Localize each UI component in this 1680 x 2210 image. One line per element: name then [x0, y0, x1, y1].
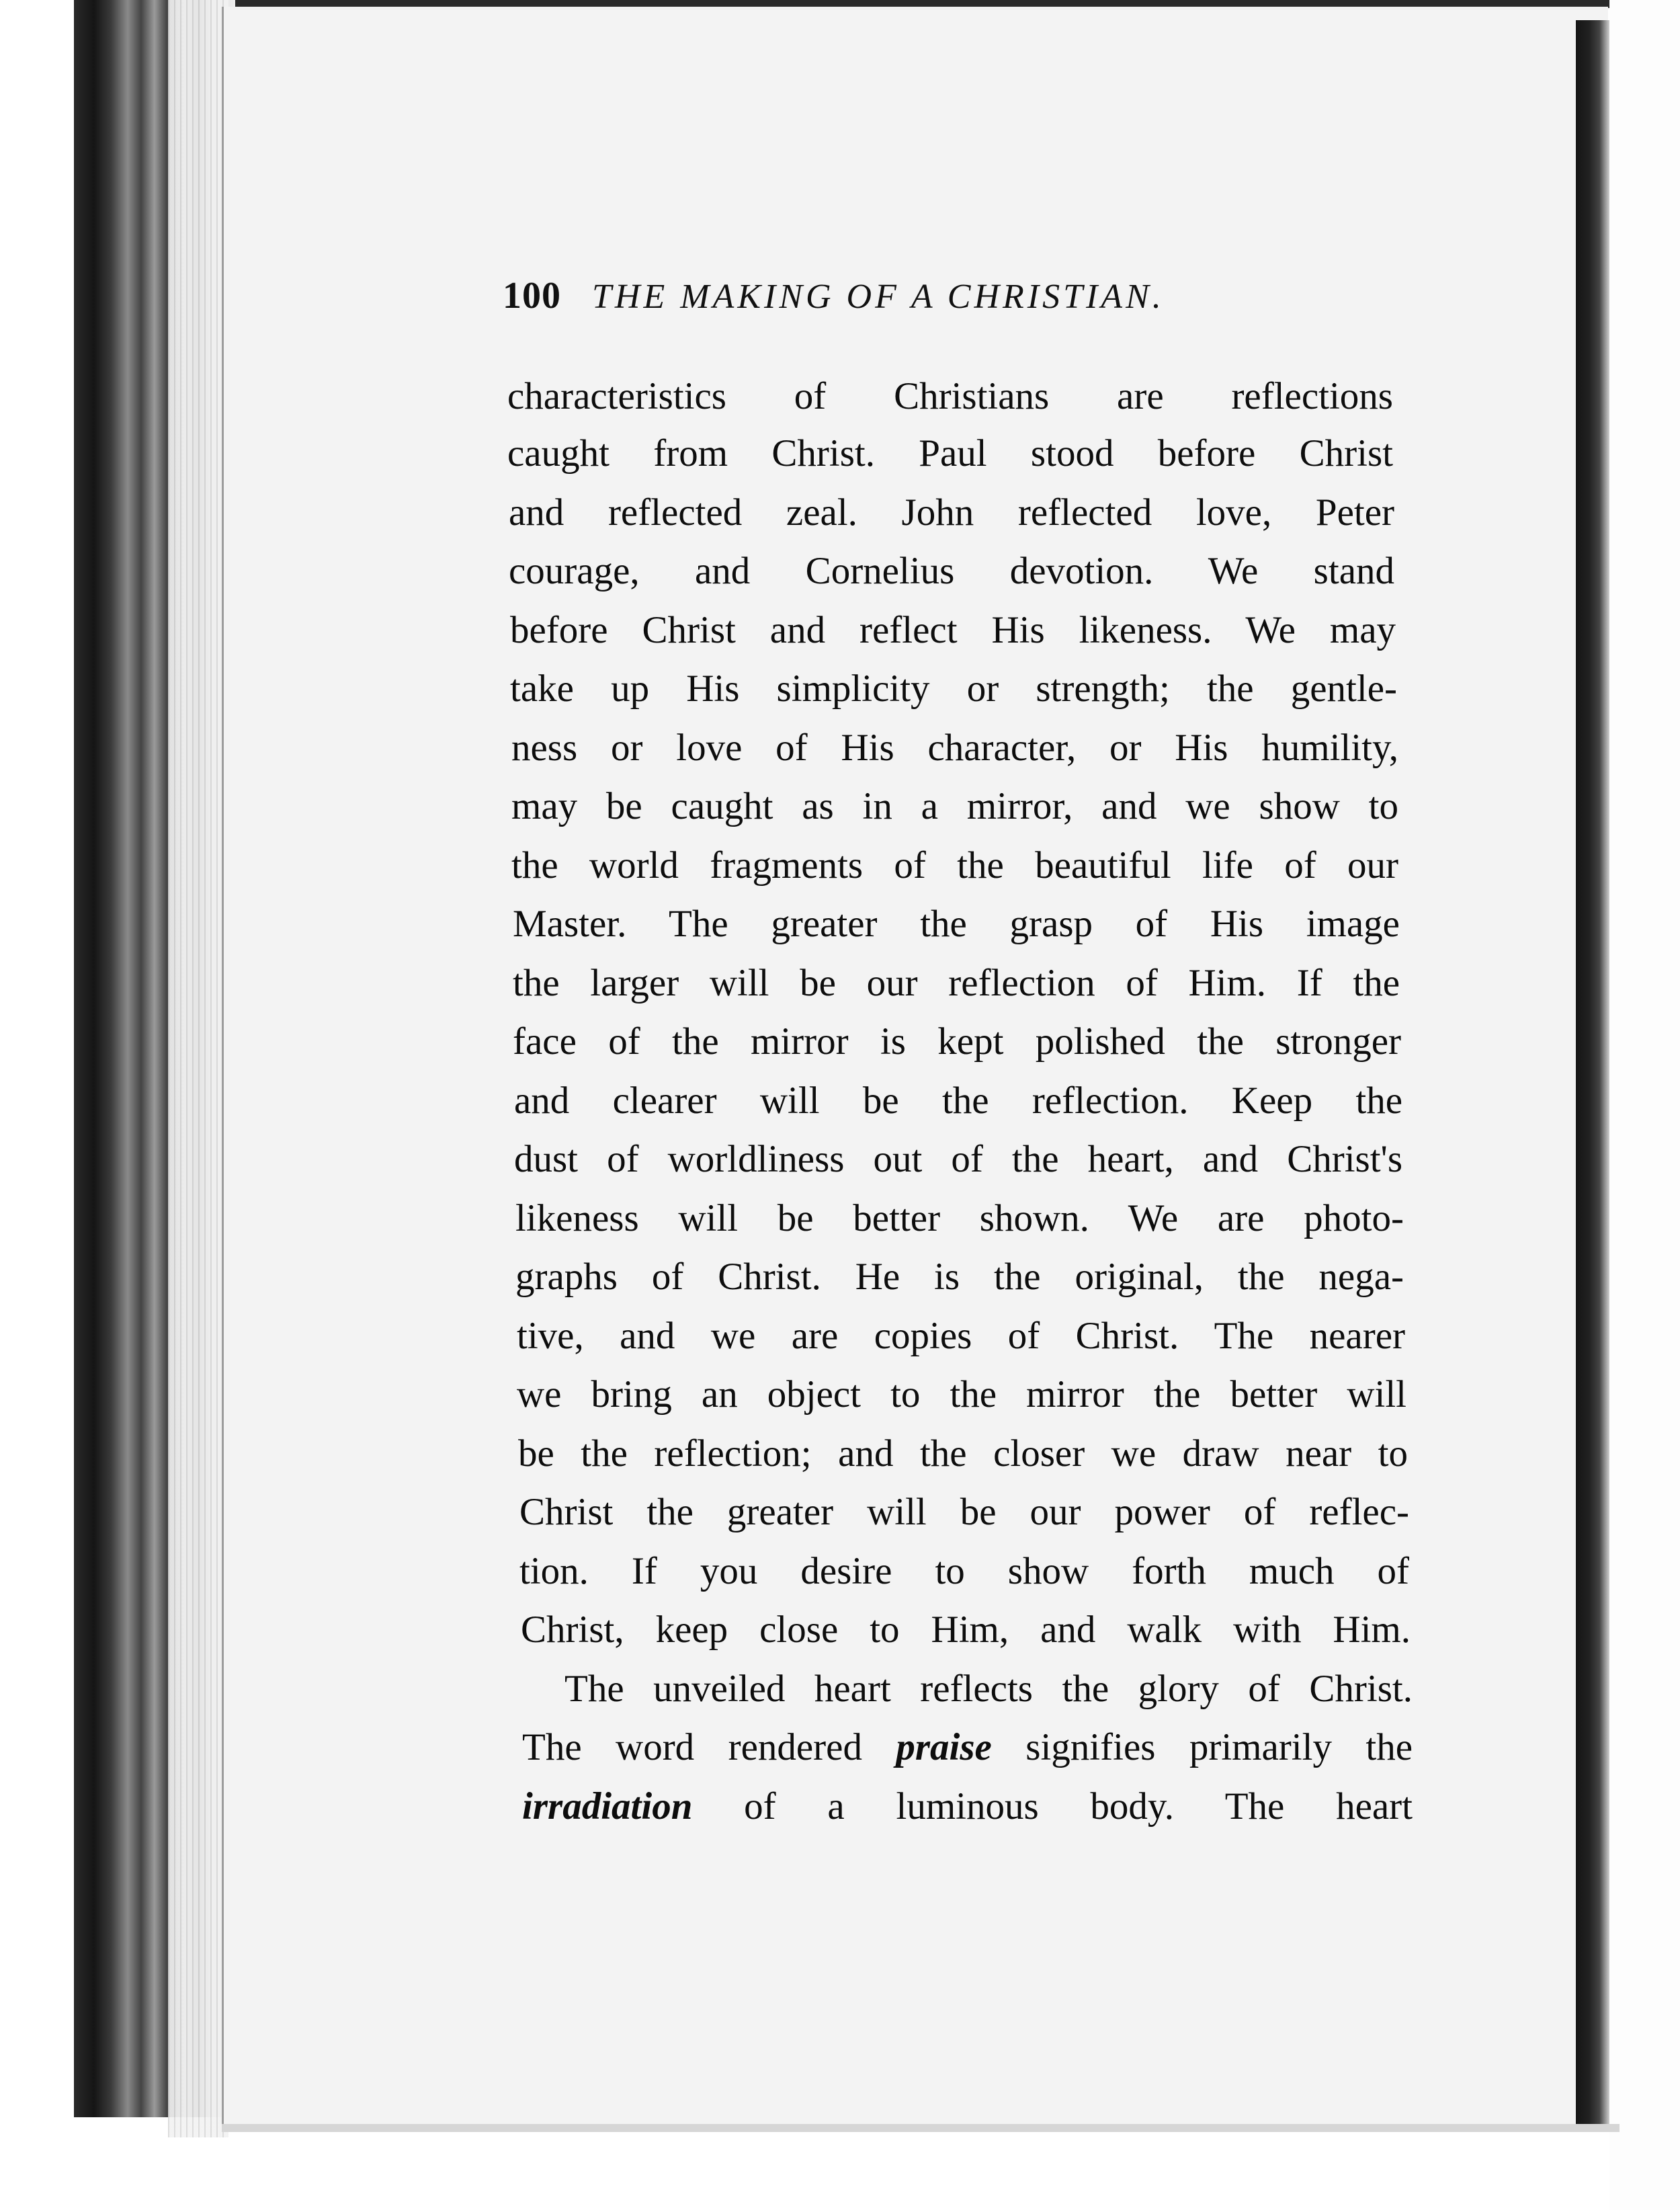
text-line: The unveiled heart reflects the glory of Christ.: [564, 1668, 1413, 1710]
text-line: before Christ and reflect His likeness. We may: [510, 609, 1396, 651]
text-line: take up His simplicity or strength; the gentle-: [510, 667, 1397, 710]
text-line: the world fragments of the beautiful life of our: [511, 844, 1398, 887]
text-span: The word rendered: [522, 1726, 896, 1768]
text-line: Master. The greater the grasp of His image: [513, 903, 1400, 945]
text-line: tive, and we are copies of Christ. The nearer: [517, 1315, 1405, 1357]
page-number: 100: [503, 275, 561, 317]
text-line: we bring an object to the mirror the better will: [517, 1373, 1406, 1416]
text-line: and reflected zeal. John reflected love, Peter: [509, 491, 1394, 534]
text-line: courage, and Cornelius devotion. We stand: [509, 550, 1394, 592]
text-line: [522, 1724, 1413, 1771]
text-line: Christ, keep close to Him, and walk with Him.: [521, 1608, 1411, 1651]
text-line: graphs of Christ. He is the original, the nega-: [515, 1256, 1404, 1298]
text-line: Christ the greater will be our power of reflec-: [519, 1491, 1409, 1533]
text-span: signifies primarily the: [991, 1726, 1413, 1768]
text-span: of a luminous body. The heart: [692, 1785, 1413, 1828]
text-line: the larger will be our reflection of Him. If the: [513, 962, 1400, 1004]
text-line: dust of worldliness out of the heart, and Christ's: [514, 1138, 1402, 1180]
text-line: [522, 1783, 1413, 1830]
running-head: THE MAKING OF A CHRISTIAN.: [592, 278, 1165, 316]
text-line: characteristics of Christians are reflections: [507, 375, 1393, 417]
italic-word: praise: [896, 1726, 992, 1768]
text-line: likeness will be better shown. We are photo-: [515, 1197, 1404, 1239]
text-line: caught from Christ. Paul stood before Christ: [507, 432, 1393, 475]
text-line: face of the mirror is kept polished the stronger: [513, 1020, 1401, 1063]
italic-word: irradiation: [522, 1785, 693, 1828]
text-line: ness or love of His character, or His humility,: [511, 727, 1398, 769]
text-line: tion. If you desire to show forth much of: [519, 1550, 1409, 1592]
text-line: be the reflection; and the closer we draw near to: [518, 1432, 1408, 1475]
text-line: may be caught as in a mirror, and we show to: [511, 785, 1398, 827]
text-line: and clearer will be the reflection. Keep the: [514, 1079, 1402, 1122]
